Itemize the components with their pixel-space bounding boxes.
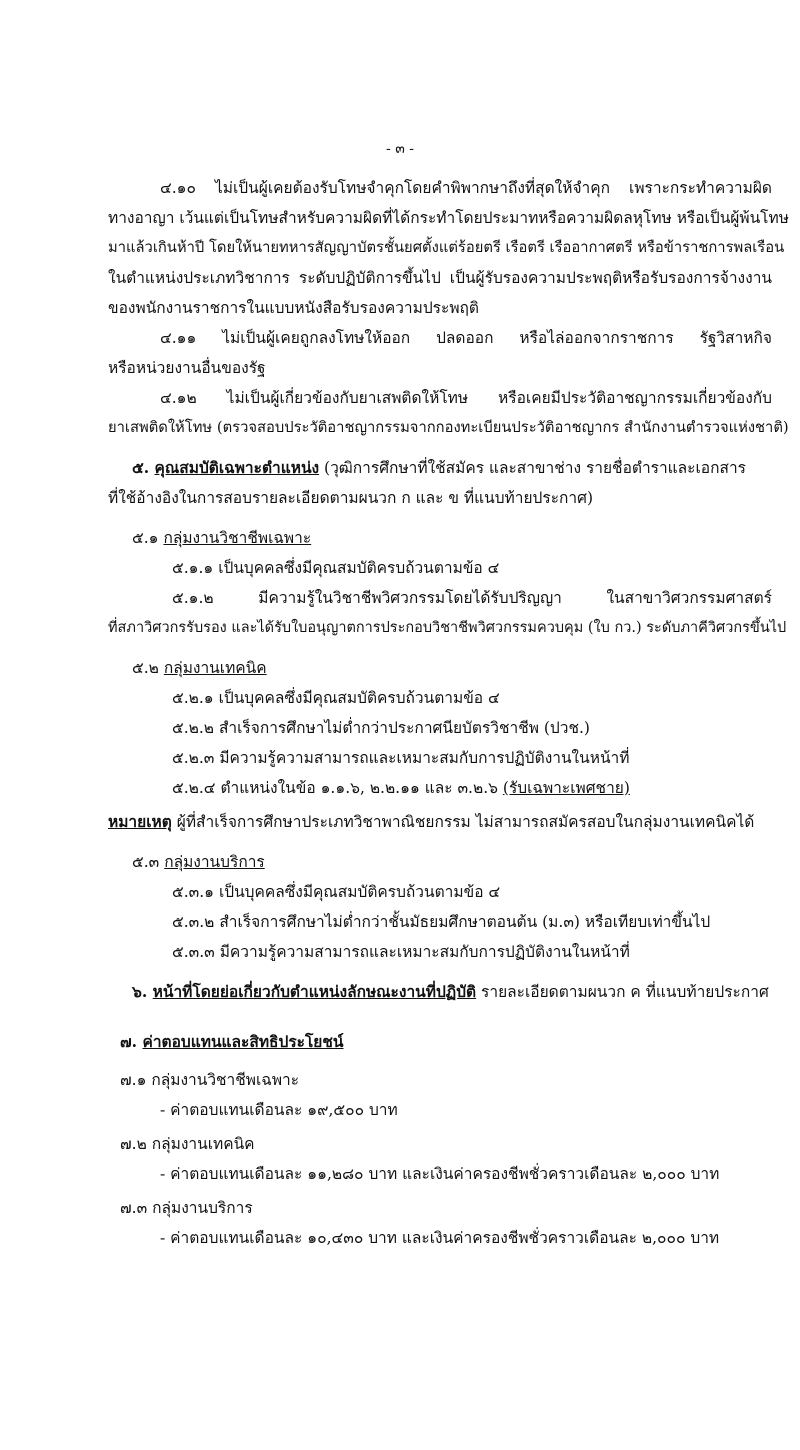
subsection-5-1-number: ๕.๑ [132,529,164,547]
item-4-12-line-2: ยาเสพติดให้โทษ (ตรวจสอบประวัติอาชญากรรมจากกองทะเบียนประวัติอาชญากร สำนักงานตำรวจแห่งชาติ) [108,419,789,436]
pay-group-7-3-amount: - ค่าตอบแทนเดือนละ ๑๐,๔๓๐ บาท และเงินค่าครองชีพชั่วคราวเดือนละ ๒,๐๐๐ บาท [160,1229,720,1247]
section-5-title: คุณสมบัติเฉพาะตำแหน่ง [154,458,320,477]
section-5-heading-line-2: ที่ใช้อ้างอิงในการสอบรายละเอียดตามผนวก ก และ ข ที่แนบท้ายประกาศ) [108,489,594,507]
item-4-12-line-1: ๔.๑๒ ไม่เป็นผู้เกี่ยวข้องกับยาเสพติดให้โทษ หรือเคยมีประวัติอาชญากรรมเกี่ยวข้องกับ [160,389,772,407]
pay-group-7-2-label: ๗.๒ กลุ่มงานเทคนิค [120,1135,255,1153]
section-7-heading [120,1030,344,1054]
item-4-10-line-2: ทางอาญา เว้นแต่เป็นโทษสำหรับความผิดที่ได้กระทำโดยประมาทหรือความผิดลหุโทษ หรือเป็นผู้พ้นโทษ [108,209,789,227]
subsection-5-3-number: ๕.๓ [132,853,165,871]
subsection-5-3-heading [132,850,265,874]
page-number: - ๓ - [386,141,414,157]
item-4-11-line-1: ๔.๑๑ ไม่เป็นผู้เคยถูกลงโทษให้ออก ปลดออก หรือไล่ออกจากราชการ รัฐวิสาหกิจ [160,329,772,347]
section-6-heading [132,980,769,1004]
remark-text: ผู้ที่สำเร็จการศึกษาประเภทวิชาพาณิชยกรรม ไม่สามารถสมัครสอบในกลุ่มงานเทคนิคได้ [171,813,755,831]
section-6-number: ๖. [132,982,153,1001]
section-5-heading [132,456,746,480]
section-6-rest: รายละเอียดตามผนวก ค ที่แนบท้ายประกาศ [476,983,769,1001]
item-5-3-1: ๕.๓.๑ เป็นบุคคลซึ่งมีคุณสมบัติครบถ้วนตามข้อ ๔ [172,883,501,901]
item-5-2-1: ๕.๒.๑ เป็นบุคคลซึ่งมีคุณสมบัติครบถ้วนตามข้อ ๔ [172,689,500,707]
subsection-5-3-title: กลุ่มงานบริการ [164,853,265,871]
pay-group-7-3-label: ๗.๓ กลุ่มงานบริการ [120,1199,253,1217]
section-5-number: ๕. [132,458,155,477]
section-7-number: ๗. [120,1032,143,1051]
subsection-5-2-title: กลุ่มงานเทคนิค [163,659,267,677]
item-5-2-3: ๕.๒.๓ มีความรู้ความสามารถและเหมาะสมกับการปฏิบัติงานในหน้าที่ [172,749,630,767]
section-6-title: หน้าที่โดยย่อเกี่ยวกับตำแหน่งลักษณะงานที่ปฏิบัติ [152,982,477,1001]
section-5-heading-rest: (วุฒิการศึกษาที่ใช้สมัคร และสาขาช่าง รายชื่อตำราและเอกสาร [319,459,746,477]
item-5-1-1: ๕.๑.๑ เป็นบุคคลซึ่งมีคุณสมบัติครบถ้วนตามข้อ ๔ [172,559,500,577]
item-4-10-line-4: ในตำแหน่งประเภทวิชาการ ระดับปฏิบัติการขึ้นไป เป็นผู้รับรองความประพฤติหรือรับรองการจ้างงาน [108,269,772,287]
subsection-5-2-number: ๕.๒ [132,659,164,677]
item-5-2-2: ๕.๒.๒ สำเร็จการศึกษาไม่ต่ำกว่าประกาศนียบัตรวิชาชีพ (ปวช.) [172,719,590,737]
subsection-5-1-heading [132,526,311,550]
pay-group-7-1-label: ๗.๑ กลุ่มงานวิชาชีพเฉพาะ [120,1071,300,1089]
subsection-5-2-heading [132,656,267,680]
section-7-title: ค่าตอบแทนและสิทธิประโยชน์ [142,1032,344,1051]
item-5-1-2-line-2: ที่สภาวิศวกรรับรอง และได้รับใบอนุญาตการประกอบวิชาชีพวิศวกรรมควบคุม (ใบ กว.) ระดับภาคีวิศวกรขึ้นไป [108,620,787,636]
item-5-2-4 [172,776,630,800]
item-5-3-2: ๕.๓.๒ สำเร็จการศึกษาไม่ต่ำกว่าชั้นมัธยมศึกษาตอนต้น (ม.๓) หรือเทียบเท่าขึ้นไป [172,913,711,931]
remark-label: หมายเหตุ [108,812,172,831]
item-4-10-line-5: ของพนักงานราชการในแบบหนังสือรับรองความประพฤติ [108,299,480,317]
item-4-10-line-1: ๔.๑๐ ไม่เป็นผู้เคยต้องรับโทษจำคุกโดยคำพิพากษาถึงที่สุดให้จำคุก เพราะกระทำความผิด [160,179,772,197]
item-5-2-4-text: ๕.๒.๔ ตำแหน่งในข้อ ๑.๑.๖, ๒.๒.๑๑ และ ๓.๒.๖ [172,779,503,797]
item-5-3-3: ๕.๓.๓ มีความรู้ความสามารถและเหมาะสมกับการปฏิบัติงานในหน้าที่ [172,943,630,961]
item-4-10-line-3: มาแล้วเกินห้าปี โดยให้นายทหารสัญญาบัตรชั้นยศตั้งแต่ร้อยตรี เรือตรี เรืออากาศตรี หรือข้าราชการพลเรือน [108,239,785,256]
male-only-note: (รับเฉพาะเพศชาย) [502,779,630,797]
pay-group-7-2-amount: - ค่าตอบแทนเดือนละ ๑๑,๒๘๐ บาท และเงินค่าครองชีพชั่วคราวเดือนละ ๒,๐๐๐ บาท [160,1165,720,1183]
remark [108,810,754,834]
pay-group-7-1-amount: - ค่าตอบแทนเดือนละ ๑๙,๕๐๐ บาท [160,1101,398,1119]
item-5-1-2-line-1: ๕.๑.๒ มีความรู้ในวิชาชีพวิศวกรรมโดยได้รับปริญญา ในสาขาวิศวกรรมศาสตร์ [172,589,772,607]
item-4-11-line-2: หรือหน่วยงานอื่นของรัฐ [108,359,266,377]
subsection-5-1-title: กลุ่มงานวิชาชีพเฉพาะ [163,529,312,547]
